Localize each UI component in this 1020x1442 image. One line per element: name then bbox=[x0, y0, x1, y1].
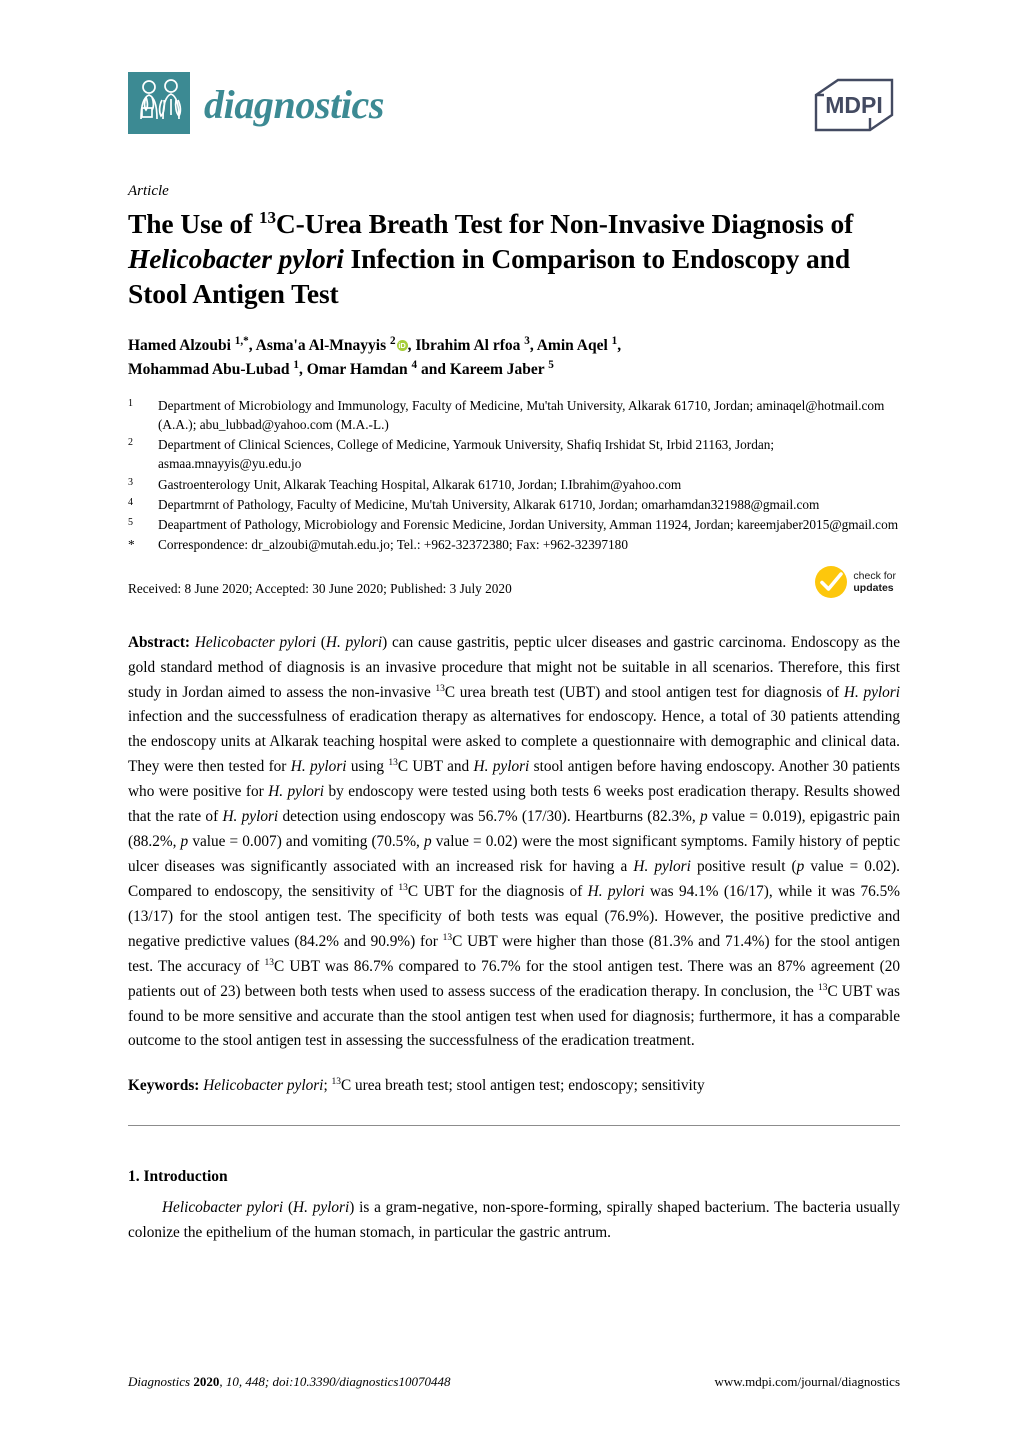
correspondence-text: Correspondence: dr_alzoubi@mutah.edu.jo; Tel.: +962-32372380; Fax: +962-32397180 bbox=[158, 537, 628, 553]
journal-brand bbox=[128, 72, 384, 134]
abstract-t17: C UBT were higher than those (81.3% and 71.4%) for the stool antigen test. The accuracy of bbox=[128, 932, 900, 975]
affiliation-item bbox=[128, 396, 900, 435]
check-for-updates-badge[interactable] bbox=[814, 565, 896, 599]
author-4-affil-marker: 1 bbox=[611, 334, 618, 347]
abstract-t12: value = 0.02) were the most significant symptoms. Family history of peptic ulcer diseases was significantly associated with an increased risk for having a bbox=[128, 833, 900, 876]
abstract-t6: C UBT and bbox=[397, 758, 474, 776]
abstract-t4: infection and the successfulness of eradication therapy as alternatives for endoscopy. Hence, a total of 30 patients attending the endoscopy units at Alkarak teaching hospital were asked to complete a questionnaire with demographic and clinical data. They were then tested for bbox=[128, 708, 900, 776]
abstract-t9: detection using endoscopy was 56.7% (17/30). Heartburns (82.3%, bbox=[278, 808, 700, 826]
author-sep-4: , bbox=[617, 336, 622, 354]
journal-name: diagnostics bbox=[204, 82, 385, 127]
title-species-italic: Helicobacter pylori bbox=[128, 243, 344, 275]
author-list bbox=[128, 334, 900, 382]
abstract-t1: ( bbox=[316, 633, 326, 651]
abstract-t7: stool antigen before having endoscopy. Another 30 patients who were positive for bbox=[128, 758, 900, 801]
abstract-species-6: H. pylori bbox=[268, 783, 325, 801]
abstract-pval-2: p bbox=[180, 833, 189, 851]
journal-url[interactable]: www.mdpi.com/journal/diagnostics bbox=[714, 1374, 900, 1389]
affiliation-text: Departmrnt of Pathology, Faculty of Medicine, Mu'tah University, Alkarak 61710, Jordan; omarhamdan321988@gmail.com bbox=[158, 496, 820, 512]
keywords-label: Keywords: bbox=[128, 1077, 200, 1095]
page-footer bbox=[128, 1374, 900, 1390]
abstract bbox=[128, 631, 900, 1055]
abstract-label: Abstract: bbox=[128, 633, 191, 651]
abstract-sup-13-f: 13 bbox=[817, 982, 828, 993]
abstract-sup-13-e: 13 bbox=[264, 957, 274, 968]
affiliation-text: Department of Clinical Sciences, College of Medicine, Yarmouk University, Shafiq Irshidat St, Irbid 21163, Jordan; asmaa.mnayyis@yu.edu.jo bbox=[158, 437, 775, 472]
affiliation-marker: 1 bbox=[128, 397, 133, 409]
abstract-species-5: H. pylori bbox=[473, 758, 530, 776]
keywords-sep: ; bbox=[323, 1077, 332, 1095]
abstract-species-7: H. pylori bbox=[222, 808, 279, 826]
affiliation-item bbox=[128, 515, 900, 534]
author-mohammad-abu-lubad: Mohammad Abu-Lubad bbox=[128, 360, 294, 378]
intro-species-2: H. pylori bbox=[293, 1198, 350, 1216]
author-3-affil-marker: 3 bbox=[524, 334, 530, 347]
affiliation-list bbox=[128, 396, 900, 555]
affiliation-text: Deapartment of Pathology, Microbiology and Forensic Medicine, Jordan University, Amman 11924, Jordan; kareemjaber2015@gmail.com bbox=[158, 517, 899, 533]
author-sep-5: , Omar Hamdan bbox=[298, 360, 412, 378]
abstract-pval-1: p bbox=[699, 808, 708, 826]
orcid-icon[interactable]: iD bbox=[398, 340, 406, 350]
affiliation-item bbox=[128, 495, 900, 514]
mdpi-logo-icon bbox=[808, 76, 900, 134]
abstract-species-2: H. pylori bbox=[325, 633, 383, 651]
publication-dates-row bbox=[128, 569, 900, 609]
affiliation-item bbox=[128, 435, 900, 474]
abstract-species-3: H. pylori bbox=[843, 683, 900, 701]
journal-header bbox=[128, 72, 900, 182]
correspondence-item bbox=[128, 535, 900, 554]
footer-citation-rest: , 10, 448; doi:10.3390/diagnostics10070448 bbox=[219, 1374, 451, 1389]
author-5-affil-marker: 1 bbox=[293, 358, 299, 371]
abstract-t13: positive result ( bbox=[690, 858, 797, 876]
abstract-sup-13-c: 13 bbox=[398, 882, 408, 893]
abstract-species-4: H. pylori bbox=[290, 758, 347, 776]
title-isotope-sup: 13 bbox=[259, 207, 276, 227]
keywords-sup-13: 13 bbox=[331, 1077, 341, 1088]
abstract-species-8: H. pylori bbox=[633, 858, 691, 876]
cfu-line-1: check for bbox=[853, 569, 896, 582]
abstract-t3: C urea breath test (UBT) and stool antigen test for diagnosis of bbox=[444, 683, 844, 701]
author-sep-3: , Amin Aqel bbox=[529, 336, 612, 354]
section-heading-introduction: 1. Introduction bbox=[128, 1167, 228, 1185]
intro-t2: ) is a gram-negative, non-spore-forming, spirally shaped bacterium. The bacteria usually colonize the epithelium of the human stomach, in particular the gastric antrum. bbox=[128, 1198, 900, 1241]
cfu-line-2: updates bbox=[853, 581, 894, 594]
title-part-2: C-Urea Breath Test for Non-Invasive Diagnosis of bbox=[275, 208, 854, 239]
correspondence-marker: * bbox=[128, 537, 135, 553]
affiliation-text: Gastroenterology Unit, Alkarak Teaching Hospital, Alkarak 61710, Jordan; I.Ibrahim@yahoo.com bbox=[158, 476, 682, 492]
abstract-sup-13-a: 13 bbox=[435, 683, 445, 694]
abstract-species-1: Helicobacter pylori bbox=[194, 633, 317, 651]
abstract-t18: C UBT was 86.7% compared to 76.7% for the stool antigen test. There was an 87% agreement (20 patients out of 23) between both tests when used to assess success of the eradication therapy. In conclusion, the bbox=[128, 957, 900, 1000]
abstract-t2: ) can cause gastritis, peptic ulcer diseases and gastric carcinoma. Endoscopy as the gold standard method of diagnosis is an invasive procedure that might not be suitable in all scenarios. Therefore, this first study in Jordan aimed to assess the non-invasive bbox=[128, 633, 900, 701]
page-title bbox=[128, 206, 900, 312]
author-1-affil-marker: 1,* bbox=[234, 334, 249, 347]
author-2-affil-marker: 2 bbox=[389, 334, 396, 347]
article-type-label: Article bbox=[128, 183, 169, 199]
keyword-species: Helicobacter pylori bbox=[199, 1077, 324, 1095]
abstract-t15: C UBT for the diagnosis of bbox=[407, 882, 588, 900]
abstract-pval-3: p bbox=[424, 833, 432, 851]
abstract-t8: by endoscopy were tested using both tests 6 weeks post eradication therapy. Results showed that the rate of bbox=[128, 783, 900, 826]
svg-text:MDPI: MDPI bbox=[825, 92, 883, 118]
abstract-t11: value = 0.007) and vomiting (70.5%, bbox=[188, 833, 424, 851]
check-circle-icon bbox=[814, 565, 848, 599]
author-7-affil-marker: 5 bbox=[548, 358, 554, 371]
keywords bbox=[128, 1074, 900, 1098]
page-content bbox=[128, 0, 900, 1245]
author-hamed-alzoubi: Hamed Alzoubi bbox=[128, 336, 235, 354]
author-sep-6: and Kareem Jaber bbox=[417, 360, 549, 378]
intro-t1: ( bbox=[283, 1198, 294, 1216]
title-part-3: Infection in Comparison to Endoscopy and Stool Antigen Test bbox=[128, 243, 851, 310]
abstract-t14: value = 0.02). Compared to endoscopy, the sensitivity of bbox=[128, 858, 900, 900]
abstract-species-9: H. pylori bbox=[587, 882, 645, 900]
keywords-rest: C urea breath test; stool antigen test; endoscopy; sensitivity bbox=[340, 1077, 705, 1095]
footer-year: 2020 bbox=[193, 1374, 220, 1389]
title-part-1: The Use of bbox=[128, 208, 260, 239]
author-sep-1: , Asma'a Al-Mnayyis bbox=[248, 336, 390, 354]
publication-dates: Received: 8 June 2020; Accepted: 30 June 2020; Published: 3 July 2020 bbox=[128, 580, 512, 596]
abstract-t16: was 94.1% (16/17), while it was 76.5% (13/17) for the stool antigen test. The specificity of both tests was equal (76.9%). However, the positive predictive and negative predictive values (84.2% and 90.9%) for bbox=[128, 882, 900, 950]
author-6-affil-marker: 4 bbox=[411, 358, 418, 371]
affiliation-text: Department of Microbiology and Immunology, Faculty of Medicine, Mu'tah University, Alkarak 61710, Jordan; aminaqel@hotmail.com (A.A.); abu_lubbad@yahoo.com (M.A.-L.) bbox=[158, 397, 885, 432]
abstract-sup-13-b: 13 bbox=[388, 758, 398, 769]
abstract-t10: value = 0.019), epigastric pain (88.2%, bbox=[128, 808, 900, 851]
affiliation-marker: 4 bbox=[128, 496, 133, 508]
keywords-divider bbox=[128, 1125, 900, 1126]
introduction-paragraph bbox=[128, 1196, 900, 1246]
diagnostics-logo-icon bbox=[128, 72, 190, 134]
affiliation-item bbox=[128, 475, 900, 494]
abstract-t19: C UBT was found to be more sensitive and accurate than the stool antigen test when used for diagnosis; furthermore, it has a comparable outcome to the stool antigen test in assessing the successfulness of the eradication treatment. bbox=[128, 982, 900, 1050]
abstract-t5: using bbox=[346, 758, 389, 776]
citation-line bbox=[128, 1374, 450, 1390]
affiliation-marker: 2 bbox=[128, 437, 133, 449]
abstract-pval-4: p bbox=[796, 858, 805, 876]
check-for-updates-text bbox=[853, 570, 896, 594]
abstract-sup-13-d: 13 bbox=[442, 932, 453, 943]
affiliation-marker: 3 bbox=[128, 476, 133, 488]
footer-journal-name: Diagnostics bbox=[128, 1374, 191, 1389]
author-sep-2: , Ibrahim Al rfoa bbox=[407, 336, 525, 354]
affiliation-marker: 5 bbox=[128, 517, 133, 529]
intro-species-1: Helicobacter pylori bbox=[162, 1198, 284, 1216]
